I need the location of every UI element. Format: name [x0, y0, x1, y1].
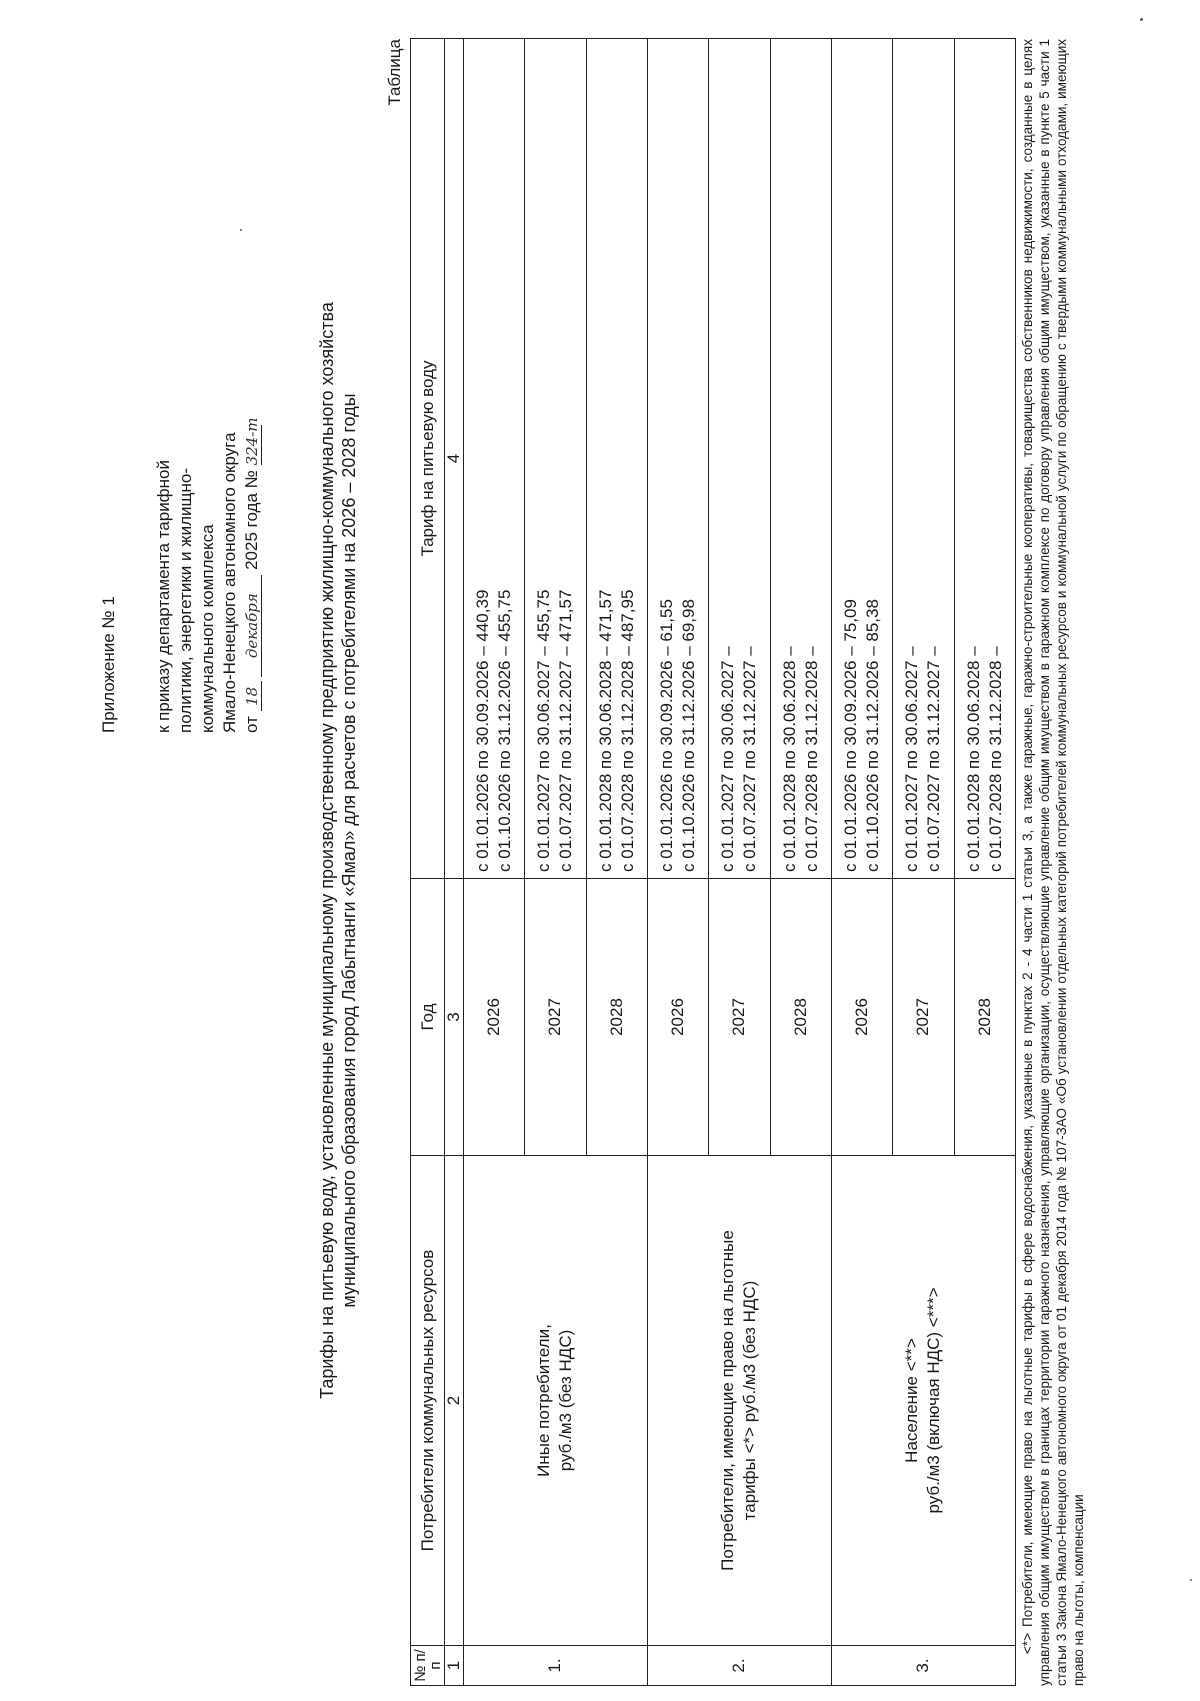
tariff-period: с 01.10.2026 по 31.12.2026 – 455,75 — [495, 589, 515, 872]
scan-speck — [1140, 18, 1143, 21]
consumer-line: тарифы <*> руб./м3 (без НДС) — [740, 1280, 760, 1521]
column-index-row — [445, 39, 464, 1686]
row-number: 1. — [464, 1646, 648, 1686]
tariff-period: с 01.07.2028 по 31.12.2028 – — [801, 646, 821, 872]
header-year: Год — [411, 879, 445, 1156]
handwritten-day: 18 — [244, 681, 262, 711]
tariff-cell — [647, 39, 708, 879]
header-consumers: Потребители коммунальных ресурсов — [411, 1156, 445, 1646]
approval-line-3: коммунального комплекса — [198, 524, 217, 733]
table-row — [647, 39, 708, 1686]
tariff-cell — [954, 39, 1015, 879]
document-title — [316, 0, 360, 1701]
tariff-period: с 01.07.2027 по 31.12.2027 – — [740, 646, 760, 872]
tariff-cell — [586, 39, 647, 879]
tariff-period: с 01.01.2027 по 30.06.2027 – — [902, 646, 922, 872]
date-prefix: от — [242, 716, 261, 733]
col-index-1: 1 — [445, 1646, 464, 1686]
consumer-cell — [464, 1156, 648, 1646]
year-cell: 2028 — [770, 879, 831, 1156]
header-tariff: Тариф на питьевую воду — [411, 39, 445, 879]
tariff-period: с 01.07.2028 по 31.12.2028 – 487,95 — [617, 589, 637, 872]
approval-block — [98, 33, 263, 733]
col-index-2: 2 — [445, 1156, 464, 1646]
tariff-period: с 01.07.2028 по 31.12.2028 – — [985, 646, 1005, 872]
row-number: 2. — [647, 1646, 831, 1686]
row-number: 3. — [831, 1646, 1015, 1686]
tariff-period: с 01.01.2026 по 30.09.2026 – 440,39 — [473, 589, 493, 872]
year-cell: 2027 — [893, 879, 954, 1156]
consumer-line: Потребители, имеющие право на льготные — [718, 1230, 738, 1571]
tariff-period: с 01.01.2028 по 30.06.2028 – — [779, 646, 799, 872]
table-row — [464, 39, 525, 1686]
appendix-number: Приложение № 1 — [99, 596, 118, 733]
col-index-4: 4 — [445, 39, 464, 879]
tariff-period: с 01.10.2026 по 31.12.2026 – 85,38 — [863, 599, 883, 872]
tariff-period: с 01.01.2027 по 30.06.2027 – 455,75 — [534, 589, 554, 872]
tariff-cell — [831, 39, 892, 879]
header-num: № п/п — [411, 1646, 445, 1686]
year-cell: 2026 — [647, 879, 708, 1156]
footnote-block — [1019, 39, 1087, 1686]
approval-line-1: к приказу департамента тарифной — [154, 459, 173, 733]
tariff-cell — [464, 39, 525, 879]
scan-speck — [1190, 1579, 1192, 1581]
date-year: 2025 года № — [242, 470, 261, 570]
title-line-2: муниципального образования город Лабытнанги «Ямал» для расчетов с потребителями на 2026 – 2028 годы — [339, 393, 359, 1308]
year-cell: 2026 — [831, 879, 892, 1156]
tariff-period: с 01.10.2026 по 31.12.2026 – 69,98 — [679, 599, 699, 872]
consumer-line: Население <**> — [902, 1338, 922, 1463]
approval-line-2: политики, энергетики и жилищно- — [176, 468, 195, 733]
consumer-cell — [647, 1156, 831, 1646]
year-cell: 2028 — [954, 879, 1015, 1156]
tariff-period: с 01.01.2027 по 30.06.2027 – — [718, 646, 738, 872]
consumer-line: Иные потребители, — [534, 1324, 554, 1477]
approval-line-4: Ямало-Ненецкого автономного округа — [220, 432, 239, 733]
approval-date-line — [241, 33, 263, 733]
tariff-period: с 01.07.2027 по 31.12.2027 – 471,57 — [556, 589, 576, 872]
year-cell: 2028 — [586, 879, 647, 1156]
tariff-table — [410, 38, 1016, 1686]
year-cell: 2027 — [709, 879, 770, 1156]
tariff-period: с 01.01.2028 по 30.06.2028 – — [963, 646, 983, 872]
consumer-line: руб./м3 (включая НДС) <***> — [924, 1287, 944, 1514]
consumer-line: руб./м3 (без НДС) — [556, 1329, 576, 1472]
tariff-period: с 01.01.2026 по 30.09.2026 – 61,55 — [657, 599, 677, 872]
handwritten-month: декабря — [244, 575, 262, 677]
handwritten-order-number: 324-т — [243, 417, 261, 466]
year-cell: 2027 — [525, 879, 586, 1156]
consumer-cell — [831, 1156, 1015, 1646]
tariff-cell — [525, 39, 586, 879]
tariff-period: с 01.07.2027 по 31.12.2027 – — [924, 646, 944, 872]
table-row — [831, 39, 892, 1686]
table-header-row — [411, 39, 445, 1686]
tariff-cell — [893, 39, 954, 879]
title-line-1: Тарифы на питьевую воду, установленные муниципальному производственному предприятию жилищно-коммунального хозяйства — [317, 302, 337, 1399]
tariff-cell — [770, 39, 831, 879]
table-label: Таблица — [385, 39, 404, 106]
col-index-3: 3 — [445, 879, 464, 1156]
tariff-period: с 01.01.2028 по 30.06.2028 – 471,57 — [595, 589, 615, 872]
year-cell: 2026 — [464, 879, 525, 1156]
footnote-text: <*> Потребители, имеющие право на льготные тарифы в сфере водоснабжения, указанные в пунктах 2 - 4 части 1 статьи 3, а также гаражные, гаражно-строительные кооперативы, товарищества собственников недвижимости, созданные в целях управления общим имуществом в границах территории гаражного назначения, управляющие организации, осуществляющие управление общим имуществом в гаражном комплексе по договору управления общим имуществом, указанные в пункте 5 части 1 статьи 3 Закона Ямало-Ненецкого автономного округа от 01 декабря 2014 года № 107-ЗАО «Об установлении отдельных категорий потребителей коммунальных ресурсов и коммунальной услуги по обращению с твердыми коммунальными отходами, имеющих право на льготы, компенсации — [1020, 39, 1086, 1686]
tariff-period: с 01.01.2026 по 30.09.2026 – 75,09 — [841, 599, 861, 872]
tariff-cell — [709, 39, 770, 879]
